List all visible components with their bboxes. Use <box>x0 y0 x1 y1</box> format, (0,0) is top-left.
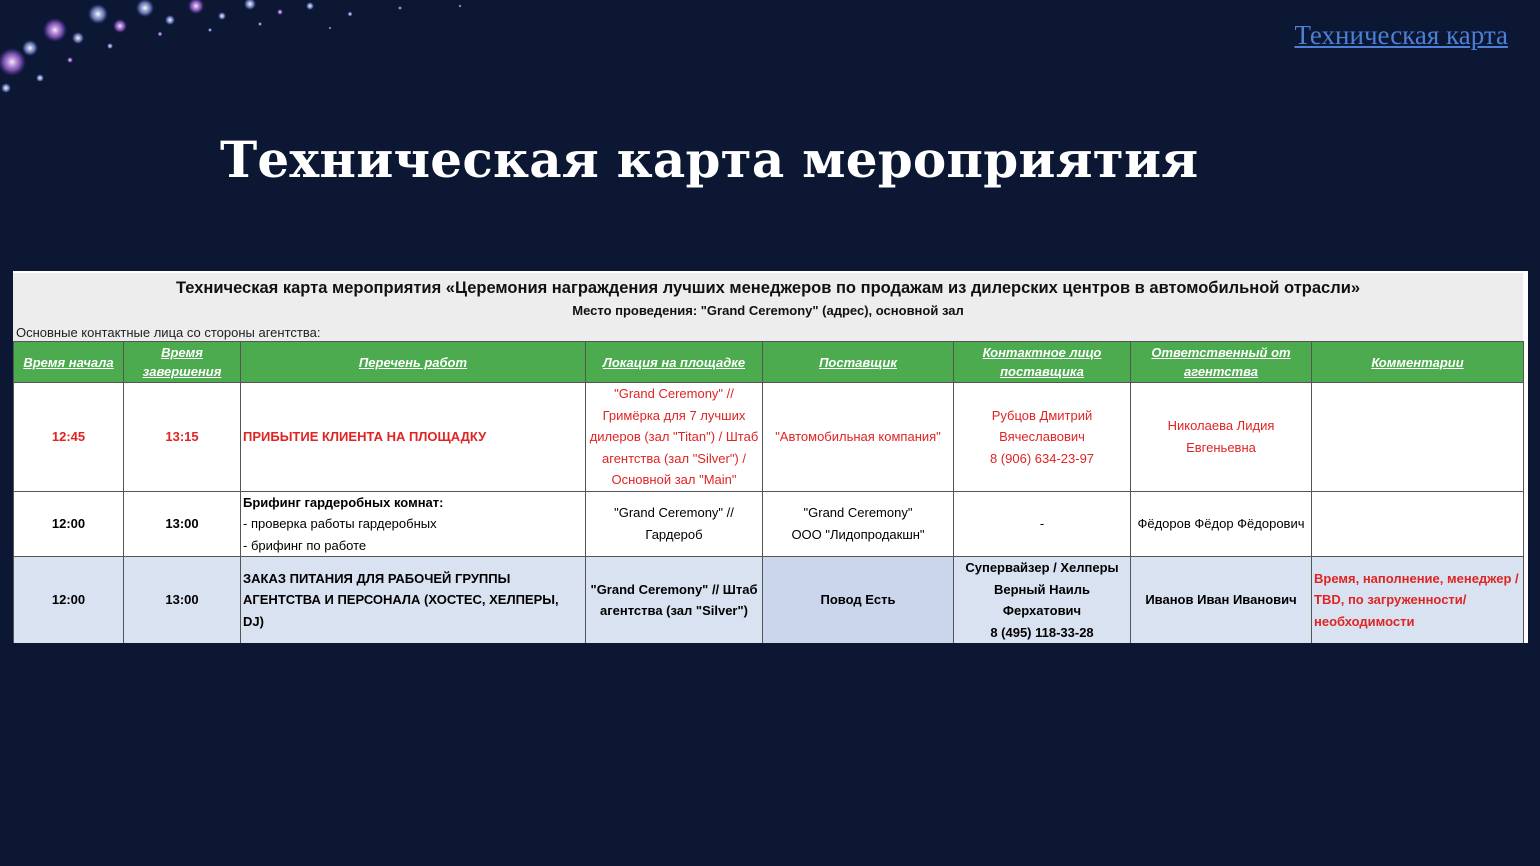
cell-end: 13:00 <box>124 491 241 557</box>
cell-comments: Время, наполнение, менеджер / TBD, по загруженности/необходимости <box>1312 557 1524 644</box>
header-comments: Комментарии <box>1312 342 1524 383</box>
cell-responsible: Николаева Лидия Евгеньевна <box>1131 383 1312 492</box>
cell-responsible: Фёдоров Фёдор Фёдорович <box>1131 491 1312 557</box>
cell-works: ПРИБЫТИЕ КЛИЕНТА НА ПЛОЩАДКУ <box>241 383 586 492</box>
cell-contact <box>954 557 1131 644</box>
supplier-line: ООО "Лидопродакшн" <box>791 526 925 542</box>
cell-contact <box>954 383 1131 492</box>
contact-phone: 8 (906) 634-23-97 <box>989 450 1095 466</box>
cell-start: 12:00 <box>14 491 124 557</box>
cell-start: 12:00 <box>14 557 124 644</box>
cell-supplier: "Автомобильная компания" <box>763 383 954 492</box>
supplier-line: "Grand Ceremony" <box>803 505 913 521</box>
sheet-title: Техническая карта мероприятия «Церемония награждения лучших менеджеров по продажам из дилерских центров в автомобильной отрасли» <box>13 273 1523 302</box>
header-supplier: Поставщик <box>763 342 954 383</box>
table-row <box>14 557 1524 644</box>
works-title: Брифинг гардеробных комнат: <box>243 494 444 510</box>
cell-supplier: Повод Есть <box>763 557 954 644</box>
table-header-row <box>14 342 1524 383</box>
cell-location: "Grand Ceremony" // Гардероб <box>586 491 763 557</box>
contact-name: Верный Наиль Ферхатович <box>994 581 1090 618</box>
contact-phone: 8 (495) 118-33-28 <box>990 624 1094 640</box>
cell-location: "Grand Ceremony" // Гримёрка для 7 лучших дилеров (зал "Titan") / Штаб агентства (зал "Silver") / Основной зал "Main" <box>586 383 763 492</box>
works-item: - брифинг по работе <box>243 537 367 553</box>
header-start-time: Время начала <box>14 342 124 383</box>
header-responsible: Ответственный от агентства <box>1131 342 1312 383</box>
cell-works <box>241 491 586 557</box>
header-contact: Контактное лицо поставщика <box>954 342 1131 383</box>
header-end-time: Время завершения <box>124 342 241 383</box>
technical-map-link[interactable]: Техническая карта <box>1294 20 1508 50</box>
sparkle-decoration <box>0 0 560 110</box>
contact-name: Рубцов Дмитрий Вячеславович <box>991 407 1093 444</box>
cell-end: 13:15 <box>124 383 241 492</box>
cell-start: 12:45 <box>14 383 124 492</box>
header-works: Перечень работ <box>241 342 586 383</box>
sheet-venue: Место проведения: "Grand Ceremony" (адрес), основной зал <box>13 301 1523 321</box>
cell-supplier <box>763 491 954 557</box>
spreadsheet-screenshot <box>13 271 1528 643</box>
contact-role: Супервайзер / Хелперы <box>965 560 1119 575</box>
slide-title: Техническая карта мероприятия <box>220 130 1199 189</box>
cell-works: ЗАКАЗ ПИТАНИЯ ДЛЯ РАБОЧЕЙ ГРУППЫ АГЕНТСТВА И ПЕРСОНАЛА (ХОСТЕС, ХЕЛПЕРЫ, DJ) <box>241 557 586 644</box>
cell-comments <box>1312 491 1524 557</box>
cell-comments <box>1312 383 1524 492</box>
schedule-table <box>13 341 1524 643</box>
table-row <box>14 383 1524 492</box>
table-row <box>14 491 1524 557</box>
sheet-contacts: Основные контактные лица со стороны агентства: <box>13 321 1523 341</box>
cell-responsible: Иванов Иван Иванович <box>1131 557 1312 644</box>
cell-location: "Grand Ceremony" // Штаб агентства (зал "Silver") <box>586 557 763 644</box>
header-location: Локация на площадке <box>586 342 763 383</box>
cell-contact: - <box>954 491 1131 557</box>
cell-end: 13:00 <box>124 557 241 644</box>
works-item: - проверка работы гардеробных <box>243 516 437 531</box>
